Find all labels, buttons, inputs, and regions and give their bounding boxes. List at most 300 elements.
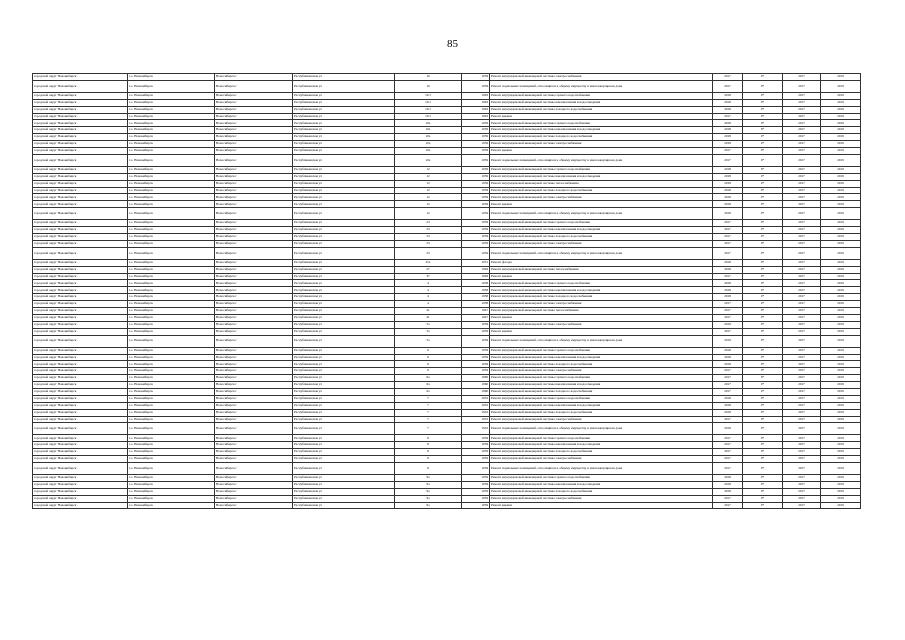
table-cell-end-a: 2017 xyxy=(783,449,821,456)
table-cell-start-year: 2017 xyxy=(713,148,743,155)
table-cell-year-built: 1959 xyxy=(462,134,490,141)
table-cell-year-built: 1960 xyxy=(462,382,490,389)
table-cell-street: Республиканская ул xyxy=(293,227,395,234)
table-cell-year-built: 1959 xyxy=(462,154,490,166)
table-cell-municipality: городской округ Новокибирск xyxy=(33,442,128,449)
table-cell-locality: Новосибирск г xyxy=(215,92,293,99)
table-cell-street: Республиканская ул xyxy=(293,154,395,166)
table-cell-locality: Новосибирск г xyxy=(215,416,293,423)
table-cell-street: Республиканская ул xyxy=(293,395,395,402)
table-cell-settlement: г.о. Новокибирск xyxy=(128,208,215,220)
table-cell-end-b: 2019 xyxy=(821,488,861,495)
table-cell-end-b: 2019 xyxy=(821,335,861,347)
table-cell-end-b: 2019 xyxy=(821,375,861,382)
table-cell-house: 7 xyxy=(395,395,462,402)
table-cell-locality: Новосибирск г xyxy=(215,388,293,395)
table-row xyxy=(33,449,861,456)
table-cell-house: 10а xyxy=(395,127,462,134)
table-cell-end-a: 2017 xyxy=(783,435,821,442)
table-cell-locality: Новосибирск г xyxy=(215,266,293,273)
table-cell-plan: 0* xyxy=(743,134,783,141)
table-cell-end-a: 2017 xyxy=(783,488,821,495)
table-cell-municipality: городской округ Новокибирск xyxy=(33,301,128,308)
table-cell-street: Республиканская ул xyxy=(293,80,395,92)
table-cell-year-built: 1947 xyxy=(462,314,490,321)
table-cell-end-b: 2019 xyxy=(821,354,861,361)
table-cell-year-built: 1959 xyxy=(462,247,490,259)
table-cell-end-a: 2017 xyxy=(783,481,821,488)
table-cell-end-a: 2017 xyxy=(783,234,821,241)
table-cell-settlement: г.о. Новокибирск xyxy=(128,187,215,194)
table-row xyxy=(33,173,861,180)
table-cell-settlement: г.о. Новокибирск xyxy=(128,402,215,409)
table-cell-street: Республиканская ул xyxy=(293,266,395,273)
table-cell-end-a: 2017 xyxy=(783,314,821,321)
table-cell-plan: 0* xyxy=(743,474,783,481)
table-cell-settlement: г.о. Новокибирск xyxy=(128,99,215,106)
table-cell-settlement: г.о. Новокибирск xyxy=(128,423,215,435)
table-cell-settlement: г.о. Новокибирск xyxy=(128,194,215,201)
table-cell-plan: 0* xyxy=(743,388,783,395)
table-cell-street: Республиканская ул xyxy=(293,141,395,148)
table-cell-settlement: г.о. Новокибирск xyxy=(128,106,215,113)
table-cell-year-built: 1959 xyxy=(462,481,490,488)
table-cell-street: Республиканская ул xyxy=(293,456,395,463)
table-cell-work: Ремонт крыши xyxy=(490,328,713,335)
table-cell-settlement: г.о. Новокибирск xyxy=(128,247,215,259)
table-cell-locality: Новосибирск г xyxy=(215,154,293,166)
table-cell-municipality: городской округ Новокибирск xyxy=(33,395,128,402)
table-cell-work: Ремонт внутридомовой инженерной системы электроснабжения xyxy=(490,301,713,308)
table-cell-end-a: 2017 xyxy=(783,354,821,361)
table-cell-street: Республиканская ул xyxy=(293,201,395,208)
table-cell-settlement: г.о. Новокибирск xyxy=(128,335,215,347)
table-cell-settlement: г.о. Новокибирск xyxy=(128,201,215,208)
table-cell-plan: 0* xyxy=(743,173,783,180)
table-cell-end-b: 2019 xyxy=(821,80,861,92)
table-cell-end-a: 2017 xyxy=(783,227,821,234)
table-cell-plan: 0* xyxy=(743,92,783,99)
table-cell-plan: 0* xyxy=(743,234,783,241)
table-cell-municipality: городской округ Новокибирск xyxy=(33,328,128,335)
table-cell-locality: Новосибирск г xyxy=(215,227,293,234)
table-cell-house: 10а xyxy=(395,141,462,148)
table-cell-settlement: г.о. Новокибирск xyxy=(128,234,215,241)
table-cell-municipality: городской округ Новокибирск xyxy=(33,99,128,106)
table-cell-plan: 0* xyxy=(743,354,783,361)
table-cell-street: Республиканская ул xyxy=(293,259,395,266)
table-cell-end-b: 2019 xyxy=(821,416,861,423)
table-cell-year-built: 1932 xyxy=(462,423,490,435)
table-cell-end-b: 2019 xyxy=(821,462,861,474)
table-cell-locality: Новосибирск г xyxy=(215,328,293,335)
table-cell-settlement: г.о. Новокибирск xyxy=(128,361,215,368)
table-cell-municipality: городской округ Новокибирск xyxy=(33,187,128,194)
table-cell-work: Ремонт внутридомовой инженерной системы теплоснабжения xyxy=(490,180,713,187)
table-cell-start-year: 2018 xyxy=(713,409,743,416)
table-cell-plan: 0* xyxy=(743,481,783,488)
table-cell-year-built: 1959 xyxy=(462,456,490,463)
table-cell-end-a: 2017 xyxy=(783,462,821,474)
table-cell-street: Республиканская ул xyxy=(293,166,395,173)
table-cell-settlement: г.о. Новокибирск xyxy=(128,273,215,280)
table-cell-work: Ремонт крыши xyxy=(490,148,713,155)
table-cell-street: Республиканская ул xyxy=(293,354,395,361)
table-cell-locality: Новосибирск г xyxy=(215,435,293,442)
table-cell-locality: Новосибирск г xyxy=(215,120,293,127)
table-cell-locality: Новосибирск г xyxy=(215,354,293,361)
table-cell-end-b: 2019 xyxy=(821,240,861,247)
table-cell-end-a: 2017 xyxy=(783,194,821,201)
table-cell-year-built: 1959 xyxy=(462,442,490,449)
table-cell-work: Ремонт внутридомовой инженерной системы холодного водоснабжения xyxy=(490,388,713,395)
table-row xyxy=(33,141,861,148)
table-cell-municipality: городской округ Новокибирск xyxy=(33,266,128,273)
table-cell-end-b: 2019 xyxy=(821,402,861,409)
table-cell-end-b: 2019 xyxy=(821,423,861,435)
table-row xyxy=(33,92,861,99)
table-cell-year-built: 1959 xyxy=(462,502,490,509)
table-cell-start-year: 2017 xyxy=(713,368,743,375)
table-cell-end-a: 2017 xyxy=(783,442,821,449)
table-cell-house: 5а xyxy=(395,335,462,347)
table-cell-municipality: городской округ Новокибирск xyxy=(33,294,128,301)
table-cell-settlement: г.о. Новокибирск xyxy=(128,456,215,463)
table-cell-start-year: 2018 xyxy=(713,474,743,481)
table-row xyxy=(33,314,861,321)
table-cell-year-built: 1959 xyxy=(462,474,490,481)
table-cell-municipality: городской округ Новокибирск xyxy=(33,456,128,463)
table-cell-locality: Новосибирск г xyxy=(215,113,293,120)
table-cell-end-a: 2017 xyxy=(783,180,821,187)
table-cell-work: Ремонт внутридомовой инженерной системы горячего водоснабжения xyxy=(490,166,713,173)
table-cell-start-year: 2017 xyxy=(713,240,743,247)
table-cell-start-year: 2017 xyxy=(713,227,743,234)
table-cell-street: Республиканская ул xyxy=(293,180,395,187)
table-cell-end-b: 2019 xyxy=(821,382,861,389)
table-cell-work: Ремонт внутридомовой инженерной системы электроснабжения xyxy=(490,240,713,247)
table-cell-street: Республиканская ул xyxy=(293,273,395,280)
table-cell-start-year: 2018 xyxy=(713,106,743,113)
table-cell-work: Ремонт внутридомовой инженерной системы канализования и водоотведения xyxy=(490,354,713,361)
table-cell-street: Республиканская ул xyxy=(293,328,395,335)
table-cell-locality: Новосибирск г xyxy=(215,308,293,315)
table-cell-locality: Новосибирск г xyxy=(215,240,293,247)
table-row xyxy=(33,240,861,247)
table-cell-settlement: г.о. Новокибирск xyxy=(128,180,215,187)
table-cell-work: Ремонт внутридомовой инженерной системы горячего водоснабжения xyxy=(490,92,713,99)
table-cell-work: Ремонт внутридомовой инженерной системы холодного водоснабжения xyxy=(490,409,713,416)
table-cell-end-b: 2019 xyxy=(821,173,861,180)
table-cell-end-b: 2019 xyxy=(821,234,861,241)
table-cell-work: Ремонт внутридомовой инженерной системы холодного водоснабжения xyxy=(490,234,713,241)
table-cell-locality: Новосибирск г xyxy=(215,335,293,347)
table-cell-house: 7 xyxy=(395,402,462,409)
table-cell-work: Ремонт крыши xyxy=(490,273,713,280)
table-cell-municipality: городской округ Новокибирск xyxy=(33,74,128,81)
table-cell-work: Ремонт внутридомовой инженерной системы горячего водоснабжения xyxy=(490,395,713,402)
table-cell-house: 10/1 xyxy=(395,99,462,106)
table-cell-start-year: 2017 xyxy=(713,301,743,308)
table-cell-municipality: городской округ Новокибирск xyxy=(33,314,128,321)
table-cell-year-built: 1959 xyxy=(462,141,490,148)
table-cell-settlement: г.о. Новокибирск xyxy=(128,502,215,509)
table-cell-plan: 0* xyxy=(743,287,783,294)
table-cell-street: Республиканская ул xyxy=(293,488,395,495)
table-cell-end-b: 2019 xyxy=(821,368,861,375)
table-row xyxy=(33,502,861,509)
table-cell-house: 23 xyxy=(395,240,462,247)
table-cell-settlement: г.о. Новокибирск xyxy=(128,266,215,273)
table-cell-end-b: 2019 xyxy=(821,435,861,442)
table-cell-plan: 0* xyxy=(743,154,783,166)
table-cell-street: Республиканская ул xyxy=(293,502,395,509)
table-cell-year-built: 1959 xyxy=(462,187,490,194)
table-row xyxy=(33,154,861,166)
table-cell-plan: 0* xyxy=(743,301,783,308)
table-cell-street: Республиканская ул xyxy=(293,208,395,220)
table-row xyxy=(33,388,861,395)
table-cell-plan: 0* xyxy=(743,280,783,287)
table-cell-plan: 0* xyxy=(743,187,783,194)
table-row xyxy=(33,462,861,474)
table-cell-settlement: г.о. Новокибирск xyxy=(128,409,215,416)
table-row xyxy=(33,113,861,120)
table-cell-start-year: 2019 xyxy=(713,335,743,347)
table-cell-municipality: городской округ Новокибирск xyxy=(33,287,128,294)
table-cell-street: Республиканская ул xyxy=(293,280,395,287)
table-cell-locality: Новосибирск г xyxy=(215,301,293,308)
table-cell-municipality: городской округ Новокибирск xyxy=(33,474,128,481)
table-cell-locality: Новосибирск г xyxy=(215,442,293,449)
table-cell-work: Ремонт подвальных помещений, относящихся к общему имуществу в многоквартирном доме xyxy=(490,335,713,347)
table-cell-start-year: 2017 xyxy=(713,308,743,315)
table-row xyxy=(33,416,861,423)
table-cell-locality: Новосибирск г xyxy=(215,502,293,509)
table-cell-year-built: 1932 xyxy=(462,416,490,423)
table-cell-year-built: 1960 xyxy=(462,388,490,395)
table-cell-settlement: г.о. Новокибирск xyxy=(128,321,215,328)
table-cell-end-a: 2017 xyxy=(783,74,821,81)
table-cell-end-a: 2017 xyxy=(783,395,821,402)
table-cell-plan: 0* xyxy=(743,294,783,301)
table-cell-end-a: 2017 xyxy=(783,375,821,382)
table-cell-street: Республиканская ул xyxy=(293,335,395,347)
table-cell-street: Республиканская ул xyxy=(293,240,395,247)
table-cell-street: Республиканская ул xyxy=(293,106,395,113)
table-cell-locality: Новосибирск г xyxy=(215,456,293,463)
table-cell-house: 10 xyxy=(395,80,462,92)
table-cell-street: Республиканская ул xyxy=(293,321,395,328)
table-cell-end-a: 2017 xyxy=(783,220,821,227)
table-cell-end-b: 2019 xyxy=(821,92,861,99)
table-row xyxy=(33,402,861,409)
table-cell-work: Ремонт внутридомовой инженерной системы холодного водоснабжения xyxy=(490,187,713,194)
table-cell-end-a: 2017 xyxy=(783,416,821,423)
table-row xyxy=(33,247,861,259)
table-cell-work: Ремонт крыши xyxy=(490,201,713,208)
table-cell-street: Республиканская ул xyxy=(293,308,395,315)
table-row xyxy=(33,227,861,234)
table-cell-municipality: городской округ Новокибирск xyxy=(33,347,128,354)
table-cell-work: Ремонт внутридомовой инженерной системы горячего водоснабжения xyxy=(490,435,713,442)
table-cell-house: 6 xyxy=(395,368,462,375)
table-cell-settlement: г.о. Новокибирск xyxy=(128,287,215,294)
table-cell-house: 7 xyxy=(395,423,462,435)
table-cell-start-year: 2018 xyxy=(713,120,743,127)
table-cell-locality: Новосибирск г xyxy=(215,166,293,173)
table-cell-start-year: 2018 xyxy=(713,280,743,287)
table-cell-locality: Новосибирск г xyxy=(215,423,293,435)
table-cell-settlement: г.о. Новокибирск xyxy=(128,481,215,488)
table-cell-start-year: 2018 xyxy=(713,141,743,148)
table-cell-house: 41 xyxy=(395,308,462,315)
table-cell-house: 4 xyxy=(395,294,462,301)
table-cell-municipality: городской округ Новокибирск xyxy=(33,308,128,315)
table-cell-settlement: г.о. Новокибирск xyxy=(128,442,215,449)
table-cell-house: 12 xyxy=(395,201,462,208)
table-cell-end-b: 2019 xyxy=(821,294,861,301)
table-cell-year-built: 1963 xyxy=(462,106,490,113)
table-cell-locality: Новосибирск г xyxy=(215,488,293,495)
table-cell-end-b: 2019 xyxy=(821,220,861,227)
table-cell-street: Республиканская ул xyxy=(293,234,395,241)
repair-schedule-table-wrapper xyxy=(32,73,860,509)
table-cell-house: 6а xyxy=(395,375,462,382)
table-cell-end-b: 2019 xyxy=(821,74,861,81)
table-cell-end-b: 2019 xyxy=(821,409,861,416)
table-cell-settlement: г.о. Новокибирск xyxy=(128,294,215,301)
table-cell-municipality: городской округ Новокибирск xyxy=(33,481,128,488)
table-cell-start-year: 2018 xyxy=(713,402,743,409)
table-cell-start-year: 2017 xyxy=(713,328,743,335)
table-cell-year-built: 1948 xyxy=(462,273,490,280)
table-cell-work: Ремонт крыши xyxy=(490,113,713,120)
table-row xyxy=(33,259,861,266)
table-row xyxy=(33,208,861,220)
table-cell-plan: 0* xyxy=(743,347,783,354)
table-cell-street: Республиканская ул xyxy=(293,301,395,308)
table-row xyxy=(33,74,861,81)
table-cell-locality: Новосибирск г xyxy=(215,208,293,220)
table-cell-end-a: 2017 xyxy=(783,113,821,120)
table-cell-start-year: 2017 xyxy=(713,113,743,120)
table-cell-year-built: 1959 xyxy=(462,335,490,347)
table-cell-end-b: 2019 xyxy=(821,301,861,308)
table-row xyxy=(33,120,861,127)
table-cell-plan: 0* xyxy=(743,180,783,187)
table-cell-start-year: 2018 xyxy=(713,287,743,294)
table-cell-work: Ремонт внутридомовой инженерной системы холодного водоснабжения xyxy=(490,106,713,113)
table-cell-house: 6 xyxy=(395,361,462,368)
table-cell-house: 10а xyxy=(395,120,462,127)
table-cell-year-built: 1958 xyxy=(462,294,490,301)
table-cell-street: Республиканская ул xyxy=(293,247,395,259)
table-cell-year-built: 1959 xyxy=(462,488,490,495)
table-row xyxy=(33,99,861,106)
table-cell-plan: 0* xyxy=(743,127,783,134)
table-cell-work: Ремонт внутридомовой инженерной системы канализования и водоотведения xyxy=(490,402,713,409)
table-cell-street: Республиканская ул xyxy=(293,120,395,127)
table-cell-locality: Новосибирск г xyxy=(215,134,293,141)
table-cell-end-a: 2017 xyxy=(783,92,821,99)
table-cell-work: Ремонт фасада xyxy=(490,259,713,266)
table-row xyxy=(33,409,861,416)
table-cell-work: Ремонт внутридомовой инженерной системы канализования и водоотведения xyxy=(490,481,713,488)
table-cell-end-b: 2019 xyxy=(821,474,861,481)
table-cell-work: Ремонт внутридомовой инженерной системы холодного водоснабжения xyxy=(490,361,713,368)
table-cell-work: Ремонт подвальных помещений, относящихся к общему имуществу в многоквартирном доме xyxy=(490,462,713,474)
table-cell-plan: 0* xyxy=(743,395,783,402)
table-cell-plan: 0* xyxy=(743,321,783,328)
table-cell-year-built: 1960 xyxy=(462,375,490,382)
table-cell-end-b: 2019 xyxy=(821,328,861,335)
table-cell-locality: Новосибирск г xyxy=(215,395,293,402)
table-row xyxy=(33,166,861,173)
table-cell-start-year: 2017 xyxy=(713,388,743,395)
table-cell-end-b: 2019 xyxy=(821,287,861,294)
table-cell-settlement: г.о. Новокибирск xyxy=(128,166,215,173)
table-cell-street: Республиканская ул xyxy=(293,187,395,194)
table-cell-settlement: г.о. Новокибирск xyxy=(128,474,215,481)
table-cell-end-b: 2019 xyxy=(821,388,861,395)
table-cell-locality: Новосибирск г xyxy=(215,148,293,155)
table-cell-end-a: 2017 xyxy=(783,266,821,273)
table-row xyxy=(33,368,861,375)
table-cell-end-a: 2017 xyxy=(783,127,821,134)
table-cell-end-a: 2017 xyxy=(783,321,821,328)
table-cell-start-year: 2018 xyxy=(713,92,743,99)
table-cell-work: Ремонт внутридомовой инженерной системы холодного водоснабжения xyxy=(490,294,713,301)
table-cell-locality: Новосибирск г xyxy=(215,106,293,113)
table-cell-end-a: 2017 xyxy=(783,294,821,301)
page-number: 85 xyxy=(447,38,458,50)
table-cell-municipality: городской округ Новокибирск xyxy=(33,402,128,409)
table-cell-work: Ремонт внутридомовой инженерной системы канализования и водоотведения xyxy=(490,287,713,294)
table-row xyxy=(33,287,861,294)
table-cell-end-a: 2017 xyxy=(783,120,821,127)
table-cell-start-year: 2018 xyxy=(713,127,743,134)
table-cell-locality: Новосибирск г xyxy=(215,462,293,474)
table-cell-end-b: 2019 xyxy=(821,347,861,354)
table-cell-locality: Новосибирск г xyxy=(215,280,293,287)
table-cell-locality: Новосибирск г xyxy=(215,220,293,227)
table-cell-work: Ремонт подвальных помещений, относящихся к общему имуществу в многоквартирном доме xyxy=(490,208,713,220)
table-cell-end-a: 2017 xyxy=(783,301,821,308)
table-cell-end-a: 2017 xyxy=(783,402,821,409)
table-cell-municipality: городской округ Новокибирск xyxy=(33,208,128,220)
table-cell-house: 8 xyxy=(395,462,462,474)
table-cell-settlement: г.о. Новокибирск xyxy=(128,280,215,287)
table-cell-plan: 0* xyxy=(743,80,783,92)
table-cell-end-a: 2017 xyxy=(783,502,821,509)
table-cell-municipality: городской округ Новокибирск xyxy=(33,423,128,435)
table-cell-settlement: г.о. Новокибирск xyxy=(128,120,215,127)
table-cell-municipality: городской округ Новокибирск xyxy=(33,227,128,234)
table-cell-settlement: г.о. Новокибирск xyxy=(128,435,215,442)
table-cell-plan: 0* xyxy=(743,495,783,502)
table-cell-house: 12 xyxy=(395,166,462,173)
table-cell-year-built: 1959 xyxy=(462,354,490,361)
table-cell-year-built: 1959 xyxy=(462,74,490,81)
table-row xyxy=(33,201,861,208)
table-row xyxy=(33,488,861,495)
table-cell-end-b: 2019 xyxy=(821,321,861,328)
table-cell-plan: 0* xyxy=(743,220,783,227)
table-cell-year-built: 1963 xyxy=(462,92,490,99)
table-cell-settlement: г.о. Новокибирск xyxy=(128,127,215,134)
table-cell-end-a: 2017 xyxy=(783,80,821,92)
